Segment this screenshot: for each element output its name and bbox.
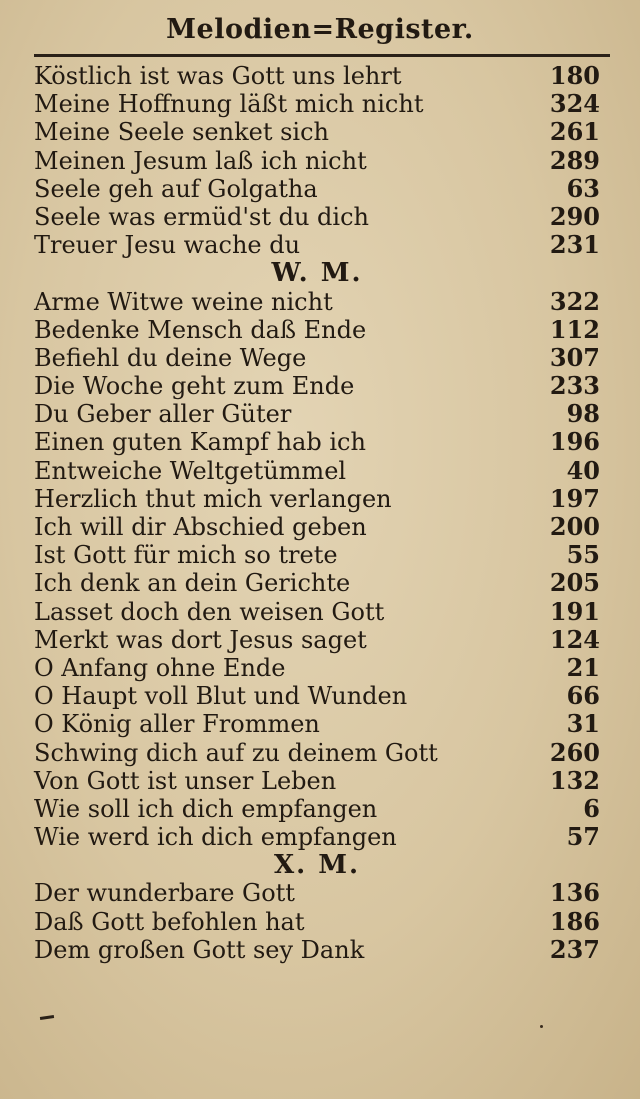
register-entry <box>34 485 600 513</box>
melody-title: Treuer Jesu wache du <box>34 231 301 260</box>
register-entry <box>34 231 600 259</box>
register-entry <box>34 147 600 175</box>
register-entry <box>34 569 600 597</box>
melody-title: Daß Gott befohlen hat <box>34 907 305 936</box>
page-number: 31 <box>566 709 600 739</box>
melody-title: O Haupt voll Blut und Wunden <box>34 682 408 711</box>
register-entry <box>34 118 600 146</box>
printer-mark <box>40 1015 54 1020</box>
register-entry <box>34 795 600 823</box>
melody-title: Die Woche geht zum Ende <box>34 372 355 401</box>
page-number: 136 <box>549 878 600 908</box>
page-number: 233 <box>549 371 600 401</box>
register-entry <box>34 316 600 344</box>
page-number: 200 <box>549 512 600 541</box>
melody-title: Einen guten Kampf hab ich <box>34 428 366 457</box>
register-entry <box>34 879 600 907</box>
register-entry <box>34 428 600 456</box>
register-entry <box>34 90 600 118</box>
page-number: 196 <box>549 427 600 457</box>
page-number: 205 <box>549 568 600 598</box>
register-entry <box>34 654 600 682</box>
section-heading: X. M. <box>273 850 361 881</box>
melody-list <box>34 62 600 964</box>
register-entry <box>34 372 600 400</box>
melody-title: Herzlich thut mich verlangen <box>34 484 392 513</box>
melody-title: Du Geber aller Güter <box>34 400 292 429</box>
register-entry <box>34 598 600 626</box>
register-entry <box>34 908 600 936</box>
header-rule <box>34 54 610 57</box>
page-number: 98 <box>566 399 600 429</box>
register-entry <box>34 288 600 316</box>
page-number: 307 <box>549 342 600 372</box>
register-entry <box>34 541 600 569</box>
page-number: 124 <box>549 624 600 654</box>
melody-title: Entweiche Weltgetümmel <box>34 456 347 485</box>
melody-title: Dem großen Gott sey Dank <box>34 935 365 964</box>
melody-title: Seele geh auf Golgatha <box>34 174 318 203</box>
melody-title: Arme Witwe weine nicht <box>34 287 333 316</box>
melody-title: Köstlich ist was Gott uns lehrt <box>34 62 402 90</box>
page-number: 132 <box>549 765 600 795</box>
melody-title: Bedenke Mensch daß Ende <box>34 315 367 344</box>
register-entry <box>34 767 600 795</box>
melody-title: Schwing dich auf zu deinem Gott <box>34 738 438 767</box>
melody-title: Meine Hoffnung läßt mich nicht <box>34 90 424 119</box>
page-number: 40 <box>566 455 600 485</box>
melody-title: O König aller Frommen <box>34 710 320 739</box>
page-number: 57 <box>566 822 600 852</box>
melody-title: Von Gott ist unser Leben <box>34 766 337 795</box>
melody-title: Meinen Jesum laß ich nicht <box>34 146 367 175</box>
ink-speck <box>540 1025 543 1028</box>
page-number: 21 <box>566 652 600 682</box>
register-entry <box>34 710 600 738</box>
melody-title: Lasset doch den weisen Gott <box>34 597 385 626</box>
page-number: 6 <box>583 793 600 823</box>
melody-title: Seele was ermüd'st du dich <box>34 202 369 231</box>
page-number: 324 <box>549 89 600 119</box>
page-number: 191 <box>549 596 600 626</box>
page-number: 322 <box>549 286 600 316</box>
page-number: 197 <box>549 483 600 513</box>
melody-title: Merkt was dort Jesus saget <box>34 625 367 654</box>
page-number: 66 <box>566 681 600 711</box>
page-number: 180 <box>549 61 600 90</box>
page-title: Melodien=Register. <box>166 14 474 45</box>
melody-title: O Anfang ohne Ende <box>34 653 286 682</box>
page-number: 290 <box>549 201 600 231</box>
melody-title: Meine Seele senket sich <box>34 118 329 147</box>
melody-title: Ist Gott für mich so trete <box>34 541 338 570</box>
register-entry <box>34 457 600 485</box>
page-number: 289 <box>549 145 600 175</box>
page-number: 231 <box>549 230 600 260</box>
melody-title: Ich will dir Abschied geben <box>34 513 367 541</box>
page-number: 261 <box>549 117 600 147</box>
page-number: 237 <box>549 934 600 964</box>
register-entry <box>34 626 600 654</box>
page-number: 186 <box>549 906 600 936</box>
melody-title: Befiehl du deine Wege <box>34 343 307 372</box>
page-number: 112 <box>549 314 600 344</box>
register-entry <box>34 739 600 767</box>
melody-title: Wie werd ich dich empfangen <box>34 823 397 852</box>
melody-title: Der wunderbare Gott <box>34 879 295 908</box>
page-number: 260 <box>549 737 600 767</box>
register-entry <box>34 823 600 851</box>
register-entry <box>34 400 600 428</box>
register-entry <box>34 344 600 372</box>
melody-title: Ich denk an dein Gerichte <box>34 569 351 598</box>
page-number: 63 <box>566 173 600 203</box>
register-entry <box>34 513 600 541</box>
page-number: 55 <box>566 540 600 570</box>
register-entry <box>34 682 600 710</box>
register-entry <box>34 175 600 203</box>
section-heading: W. M. <box>271 258 363 289</box>
register-entry <box>34 203 600 231</box>
register-entry <box>34 936 600 964</box>
melody-title: Wie soll ich dich empfangen <box>34 794 378 823</box>
register-entry <box>34 62 600 90</box>
